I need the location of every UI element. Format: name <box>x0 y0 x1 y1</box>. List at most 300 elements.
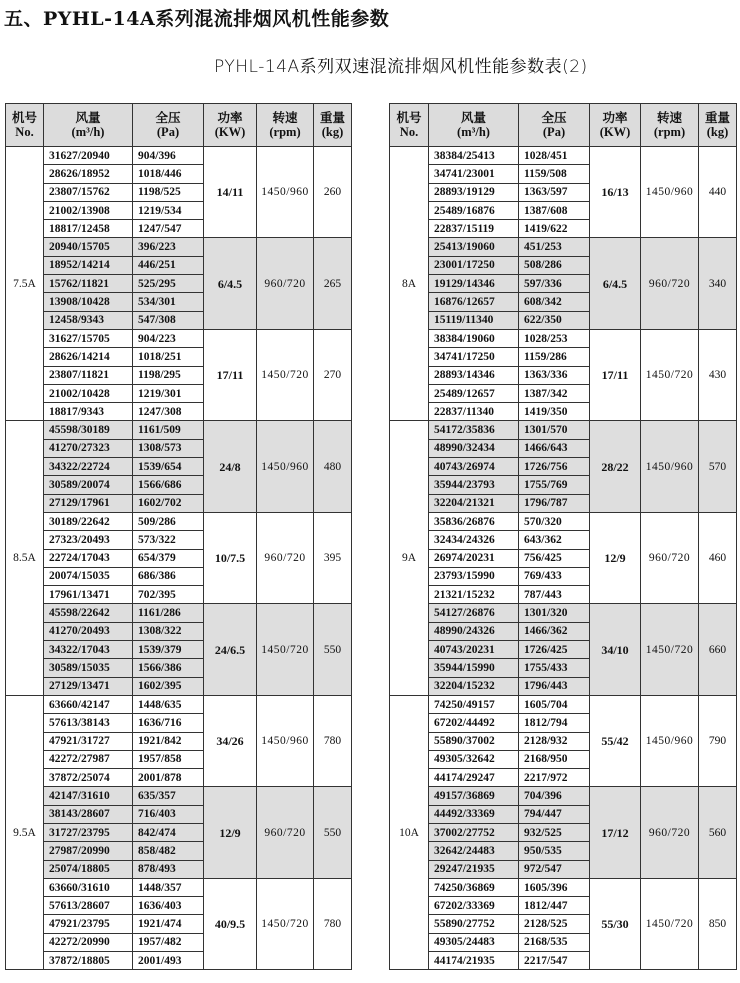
pressure-cell: 1247/308 <box>133 403 204 421</box>
speed-cell: 960/720 <box>257 787 314 878</box>
airflow-cell: 13908/10428 <box>44 293 133 311</box>
header-row <box>390 104 737 147</box>
airflow-cell: 27129/13471 <box>44 677 133 695</box>
pressure-cell: 756/425 <box>519 549 590 567</box>
speed-cell: 1450/960 <box>257 147 314 238</box>
header-power <box>204 104 257 147</box>
pressure-cell: 950/535 <box>519 842 590 860</box>
pressure-cell: 547/308 <box>133 311 204 329</box>
weight-cell: 560 <box>699 787 737 878</box>
table-body <box>6 147 352 970</box>
header-unit: (m³/h) <box>457 125 490 139</box>
speed-cell: 1450/960 <box>257 695 314 786</box>
airflow-cell: 25489/12657 <box>429 384 519 402</box>
airflow-cell: 37872/25074 <box>44 769 133 787</box>
header-unit: (kg) <box>706 125 729 139</box>
airflow-cell: 57613/28607 <box>44 897 133 915</box>
airflow-cell: 12458/9343 <box>44 311 133 329</box>
airflow-cell: 38143/28607 <box>44 805 133 823</box>
table-row <box>390 238 737 256</box>
airflow-cell: 35944/23793 <box>429 476 519 494</box>
model-number-cell: 9.5A <box>6 695 44 969</box>
table-body <box>390 147 737 970</box>
header-unit: (m³/h) <box>71 125 105 139</box>
airflow-cell: 29247/21935 <box>429 860 519 878</box>
pressure-cell: 842/474 <box>133 823 204 841</box>
pressure-cell: 1957/858 <box>133 750 204 768</box>
table-row <box>6 238 352 256</box>
table-row <box>390 695 737 713</box>
airflow-cell: 35944/15990 <box>429 659 519 677</box>
pressure-cell: 794/447 <box>519 805 590 823</box>
pressure-cell: 2217/547 <box>519 952 590 970</box>
airflow-cell: 38384/19060 <box>429 329 519 347</box>
header-unit: (KW) <box>214 125 246 139</box>
airflow-cell: 55890/27752 <box>429 915 519 933</box>
table-row <box>390 512 737 530</box>
speed-cell: 1450/720 <box>641 878 699 969</box>
pressure-cell: 1028/253 <box>519 329 590 347</box>
weight-cell: 570 <box>699 421 737 512</box>
model-number-cell: 9A <box>390 421 429 695</box>
pressure-cell: 525/295 <box>133 275 204 293</box>
pressure-cell: 1159/508 <box>519 165 590 183</box>
speed-cell: 960/720 <box>641 238 699 329</box>
airflow-cell: 30589/15035 <box>44 659 133 677</box>
pressure-cell: 1566/386 <box>133 659 204 677</box>
airflow-cell: 49157/36869 <box>429 787 519 805</box>
pressure-cell: 1018/446 <box>133 165 204 183</box>
power-cell: 10/7.5 <box>204 512 257 603</box>
pressure-cell: 1387/608 <box>519 201 590 219</box>
model-number-cell: 10A <box>390 695 429 969</box>
header-unit: (rpm) <box>653 125 686 139</box>
header-unit: No. <box>15 125 34 139</box>
header-unit: (kg) <box>321 125 344 139</box>
pressure-cell: 1159/286 <box>519 348 590 366</box>
speed-cell: 1450/960 <box>641 695 699 786</box>
pressure-cell: 1812/447 <box>519 897 590 915</box>
power-cell: 14/11 <box>204 147 257 238</box>
pressure-cell: 1726/425 <box>519 641 590 659</box>
airflow-cell: 63660/31610 <box>44 878 133 896</box>
speed-cell: 1450/720 <box>641 329 699 420</box>
airflow-cell: 31727/23795 <box>44 823 133 841</box>
airflow-cell: 18952/14214 <box>44 256 133 274</box>
pressure-cell: 1018/251 <box>133 348 204 366</box>
header-model-no <box>390 104 429 147</box>
weight-cell: 780 <box>314 695 352 786</box>
table-row <box>6 878 352 896</box>
table-row <box>390 329 737 347</box>
pressure-cell: 622/350 <box>519 311 590 329</box>
pressure-cell: 686/386 <box>133 567 204 585</box>
pressure-cell: 787/443 <box>519 586 590 604</box>
pressure-cell: 635/357 <box>133 787 204 805</box>
airflow-cell: 27129/17961 <box>44 494 133 512</box>
airflow-cell: 15119/11340 <box>429 311 519 329</box>
power-cell: 34/26 <box>204 695 257 786</box>
power-cell: 6/4.5 <box>204 238 257 329</box>
pressure-cell: 1755/433 <box>519 659 590 677</box>
airflow-cell: 31627/20940 <box>44 147 133 165</box>
pressure-cell: 570/320 <box>519 512 590 530</box>
airflow-cell: 18817/9343 <box>44 403 133 421</box>
weight-cell: 270 <box>314 329 352 420</box>
pressure-cell: 1605/704 <box>519 695 590 713</box>
header-label: 功率 <box>602 111 628 125</box>
airflow-cell: 38384/25413 <box>429 147 519 165</box>
airflow-cell: 37872/18805 <box>44 952 133 970</box>
table-row <box>6 787 352 805</box>
weight-cell: 460 <box>699 512 737 603</box>
table-row <box>390 878 737 896</box>
pressure-cell: 704/396 <box>519 787 590 805</box>
section-title: 五、PYHL-14A系列混流排烟风机性能参数 <box>4 8 390 30</box>
airflow-cell: 23807/11821 <box>44 366 133 384</box>
table-row <box>390 604 737 622</box>
weight-cell: 850 <box>699 878 737 969</box>
pressure-cell: 1448/357 <box>133 878 204 896</box>
airflow-cell: 44174/21935 <box>429 952 519 970</box>
pressure-cell: 1921/474 <box>133 915 204 933</box>
table-row <box>6 147 352 165</box>
airflow-cell: 67202/44492 <box>429 714 519 732</box>
pressure-cell: 702/395 <box>133 586 204 604</box>
power-cell: 55/30 <box>590 878 641 969</box>
table-row <box>390 147 737 165</box>
pressure-cell: 654/379 <box>133 549 204 567</box>
pressure-cell: 396/223 <box>133 238 204 256</box>
airflow-cell: 21321/15232 <box>429 586 519 604</box>
airflow-cell: 74250/36869 <box>429 878 519 896</box>
header-label: 风量 <box>75 111 101 125</box>
airflow-cell: 22724/17043 <box>44 549 133 567</box>
model-number-cell: 8A <box>390 147 429 421</box>
pressure-cell: 1921/842 <box>133 732 204 750</box>
weight-cell: 550 <box>314 604 352 695</box>
header-unit: (Pa) <box>542 125 566 139</box>
airflow-cell: 27987/20990 <box>44 842 133 860</box>
airflow-cell: 17961/13471 <box>44 586 133 604</box>
airflow-cell: 32204/15232 <box>429 677 519 695</box>
airflow-cell: 37002/27752 <box>429 823 519 841</box>
pressure-cell: 1539/379 <box>133 641 204 659</box>
power-cell: 24/6.5 <box>204 604 257 695</box>
speed-cell: 1450/720 <box>257 604 314 695</box>
pressure-cell: 2001/878 <box>133 769 204 787</box>
airflow-cell: 74250/49157 <box>429 695 519 713</box>
table-row <box>6 512 352 530</box>
airflow-cell: 16876/12657 <box>429 293 519 311</box>
airflow-cell: 26974/20231 <box>429 549 519 567</box>
header-label: 转速 <box>272 111 298 125</box>
power-cell: 12/9 <box>590 512 641 603</box>
table-row <box>6 421 352 439</box>
airflow-cell: 54172/35836 <box>429 421 519 439</box>
pressure-cell: 1198/295 <box>133 366 204 384</box>
header-label: 机号 <box>11 111 37 125</box>
header-unit: (Pa) <box>156 125 180 139</box>
pressure-cell: 716/403 <box>133 805 204 823</box>
header-unit: No. <box>399 125 419 139</box>
speed-cell: 960/720 <box>641 787 699 878</box>
airflow-cell: 40743/26974 <box>429 458 519 476</box>
pressure-cell: 1387/342 <box>519 384 590 402</box>
airflow-cell: 15762/11821 <box>44 275 133 293</box>
airflow-cell: 25074/18805 <box>44 860 133 878</box>
airflow-cell: 25413/19060 <box>429 238 519 256</box>
airflow-cell: 47921/31727 <box>44 732 133 750</box>
header-label: 功率 <box>217 111 243 125</box>
header-pressure <box>133 104 204 147</box>
power-cell: 34/10 <box>590 604 641 695</box>
airflow-cell: 34741/17250 <box>429 348 519 366</box>
pressure-cell: 904/223 <box>133 329 204 347</box>
pressure-cell: 1028/451 <box>519 147 590 165</box>
pressure-cell: 508/286 <box>519 256 590 274</box>
table-row <box>6 604 352 622</box>
weight-cell: 340 <box>699 238 737 329</box>
pressure-cell: 878/493 <box>133 860 204 878</box>
model-number-cell: 7.5A <box>6 147 44 421</box>
pressure-cell: 1198/525 <box>133 183 204 201</box>
pressure-cell: 509/286 <box>133 512 204 530</box>
table-row <box>6 695 352 713</box>
airflow-cell: 28893/19129 <box>429 183 519 201</box>
weight-cell: 395 <box>314 512 352 603</box>
pressure-cell: 1755/769 <box>519 476 590 494</box>
airflow-cell: 49305/24483 <box>429 933 519 951</box>
speed-cell: 960/720 <box>641 512 699 603</box>
power-cell: 16/13 <box>590 147 641 238</box>
airflow-cell: 21002/10428 <box>44 384 133 402</box>
pressure-cell: 1566/686 <box>133 476 204 494</box>
airflow-cell: 44492/33369 <box>429 805 519 823</box>
pressure-cell: 2001/493 <box>133 952 204 970</box>
airflow-cell: 30189/22642 <box>44 512 133 530</box>
pressure-cell: 904/396 <box>133 147 204 165</box>
pressure-cell: 1539/654 <box>133 458 204 476</box>
pressure-cell: 1301/570 <box>519 421 590 439</box>
pressure-cell: 1957/482 <box>133 933 204 951</box>
speed-cell: 1450/960 <box>257 421 314 512</box>
pressure-cell: 1219/301 <box>133 384 204 402</box>
airflow-cell: 28893/14346 <box>429 366 519 384</box>
pressure-cell: 597/336 <box>519 275 590 293</box>
pressure-cell: 1301/320 <box>519 604 590 622</box>
pressure-cell: 1363/336 <box>519 366 590 384</box>
airflow-cell: 49305/32642 <box>429 750 519 768</box>
header-speed <box>641 104 699 147</box>
weight-cell: 660 <box>699 604 737 695</box>
pressure-cell: 1796/443 <box>519 677 590 695</box>
airflow-cell: 57613/38143 <box>44 714 133 732</box>
header-label: 重量 <box>319 111 345 125</box>
weight-cell: 790 <box>699 695 737 786</box>
airflow-cell: 28626/14214 <box>44 348 133 366</box>
airflow-cell: 21002/13908 <box>44 201 133 219</box>
airflow-cell: 31627/15705 <box>44 329 133 347</box>
airflow-cell: 67202/33369 <box>429 897 519 915</box>
header-row <box>6 104 352 147</box>
airflow-cell: 34741/23001 <box>429 165 519 183</box>
pressure-cell: 1466/362 <box>519 622 590 640</box>
airflow-cell: 48990/32434 <box>429 439 519 457</box>
pressure-cell: 932/525 <box>519 823 590 841</box>
pressure-cell: 573/322 <box>133 531 204 549</box>
pressure-cell: 1448/635 <box>133 695 204 713</box>
power-cell: 17/12 <box>590 787 641 878</box>
power-cell: 40/9.5 <box>204 878 257 969</box>
power-cell: 12/9 <box>204 787 257 878</box>
header-power <box>590 104 641 147</box>
pressure-cell: 1308/573 <box>133 439 204 457</box>
speed-cell: 1450/960 <box>641 147 699 238</box>
airflow-cell: 45598/30189 <box>44 421 133 439</box>
table-row <box>6 329 352 347</box>
pressure-cell: 1466/643 <box>519 439 590 457</box>
pressure-cell: 1363/597 <box>519 183 590 201</box>
power-cell: 6/4.5 <box>590 238 641 329</box>
airflow-cell: 47921/23795 <box>44 915 133 933</box>
header-weight <box>314 104 352 147</box>
pressure-cell: 1726/756 <box>519 458 590 476</box>
speed-cell: 1450/720 <box>641 604 699 695</box>
weight-cell: 440 <box>699 147 737 238</box>
pressure-cell: 1419/622 <box>519 220 590 238</box>
pressure-cell: 1161/509 <box>133 421 204 439</box>
header-unit: (KW) <box>599 125 631 139</box>
pressure-cell: 1161/286 <box>133 604 204 622</box>
airflow-cell: 25489/16876 <box>429 201 519 219</box>
speed-cell: 1450/960 <box>641 421 699 512</box>
spec-table-right <box>389 103 737 970</box>
airflow-cell: 42272/20990 <box>44 933 133 951</box>
pressure-cell: 608/342 <box>519 293 590 311</box>
airflow-cell: 23001/17250 <box>429 256 519 274</box>
header-label: 转速 <box>656 111 682 125</box>
pressure-cell: 1419/350 <box>519 403 590 421</box>
airflow-cell: 32642/24483 <box>429 842 519 860</box>
airflow-cell: 55890/37002 <box>429 732 519 750</box>
airflow-cell: 54127/26876 <box>429 604 519 622</box>
airflow-cell: 35836/26876 <box>429 512 519 530</box>
airflow-cell: 28626/18952 <box>44 165 133 183</box>
power-cell: 17/11 <box>590 329 641 420</box>
power-cell: 55/42 <box>590 695 641 786</box>
airflow-cell: 32204/21321 <box>429 494 519 512</box>
weight-cell: 480 <box>314 421 352 512</box>
power-cell: 24/8 <box>204 421 257 512</box>
pressure-cell: 534/301 <box>133 293 204 311</box>
header-airflow <box>44 104 133 147</box>
airflow-cell: 27323/20493 <box>44 531 133 549</box>
pressure-cell: 972/547 <box>519 860 590 878</box>
model-number-cell: 8.5A <box>6 421 44 695</box>
airflow-cell: 40743/20231 <box>429 641 519 659</box>
pressure-cell: 643/362 <box>519 531 590 549</box>
airflow-cell: 19129/14346 <box>429 275 519 293</box>
pressure-cell: 1247/547 <box>133 220 204 238</box>
weight-cell: 260 <box>314 147 352 238</box>
header-pressure <box>519 104 590 147</box>
pressure-cell: 1219/534 <box>133 201 204 219</box>
header-speed <box>257 104 314 147</box>
header-model-no <box>6 104 44 147</box>
airflow-cell: 23793/15990 <box>429 567 519 585</box>
airflow-cell: 20940/15705 <box>44 238 133 256</box>
table-caption: PYHL-14A系列双速混流排烟风机性能参数表(2) <box>214 57 588 77</box>
airflow-cell: 42147/31610 <box>44 787 133 805</box>
weight-cell: 550 <box>314 787 352 878</box>
pressure-cell: 1812/794 <box>519 714 590 732</box>
header-label: 全压 <box>541 111 567 125</box>
pressure-cell: 2168/535 <box>519 933 590 951</box>
pressure-cell: 2168/950 <box>519 750 590 768</box>
airflow-cell: 45598/22642 <box>44 604 133 622</box>
airflow-cell: 48990/24326 <box>429 622 519 640</box>
airflow-cell: 18817/12458 <box>44 220 133 238</box>
pressure-cell: 769/433 <box>519 567 590 585</box>
pressure-cell: 1602/702 <box>133 494 204 512</box>
pressure-cell: 2128/525 <box>519 915 590 933</box>
power-cell: 28/22 <box>590 421 641 512</box>
airflow-cell: 41270/27323 <box>44 439 133 457</box>
pressure-cell: 2128/932 <box>519 732 590 750</box>
pressure-cell: 1636/403 <box>133 897 204 915</box>
pressure-cell: 1796/787 <box>519 494 590 512</box>
pressure-cell: 2217/972 <box>519 769 590 787</box>
weight-cell: 265 <box>314 238 352 329</box>
weight-cell: 430 <box>699 329 737 420</box>
pressure-cell: 1636/716 <box>133 714 204 732</box>
airflow-cell: 44174/29247 <box>429 769 519 787</box>
airflow-cell: 63660/42147 <box>44 695 133 713</box>
airflow-cell: 22837/15119 <box>429 220 519 238</box>
airflow-cell: 22837/11340 <box>429 403 519 421</box>
airflow-cell: 20074/15035 <box>44 567 133 585</box>
table-row <box>390 421 737 439</box>
header-label: 机号 <box>396 111 422 125</box>
airflow-cell: 42272/27987 <box>44 750 133 768</box>
speed-cell: 1450/720 <box>257 878 314 969</box>
pressure-cell: 858/482 <box>133 842 204 860</box>
header-airflow <box>429 104 519 147</box>
pressure-cell: 1605/396 <box>519 878 590 896</box>
header-label: 重量 <box>704 111 730 125</box>
pressure-cell: 1602/395 <box>133 677 204 695</box>
airflow-cell: 41270/20493 <box>44 622 133 640</box>
power-cell: 17/11 <box>204 329 257 420</box>
airflow-cell: 23807/15762 <box>44 183 133 201</box>
pressure-cell: 1308/322 <box>133 622 204 640</box>
header-weight <box>699 104 737 147</box>
spec-table-left <box>5 103 352 970</box>
pressure-cell: 451/253 <box>519 238 590 256</box>
airflow-cell: 34322/22724 <box>44 458 133 476</box>
airflow-cell: 34322/17043 <box>44 641 133 659</box>
header-label: 风量 <box>460 111 486 125</box>
table-row <box>390 787 737 805</box>
speed-cell: 1450/720 <box>257 329 314 420</box>
header-unit: (rpm) <box>269 125 301 139</box>
pressure-cell: 446/251 <box>133 256 204 274</box>
airflow-cell: 30589/20074 <box>44 476 133 494</box>
airflow-cell: 32434/24326 <box>429 531 519 549</box>
weight-cell: 780 <box>314 878 352 969</box>
speed-cell: 960/720 <box>257 512 314 603</box>
